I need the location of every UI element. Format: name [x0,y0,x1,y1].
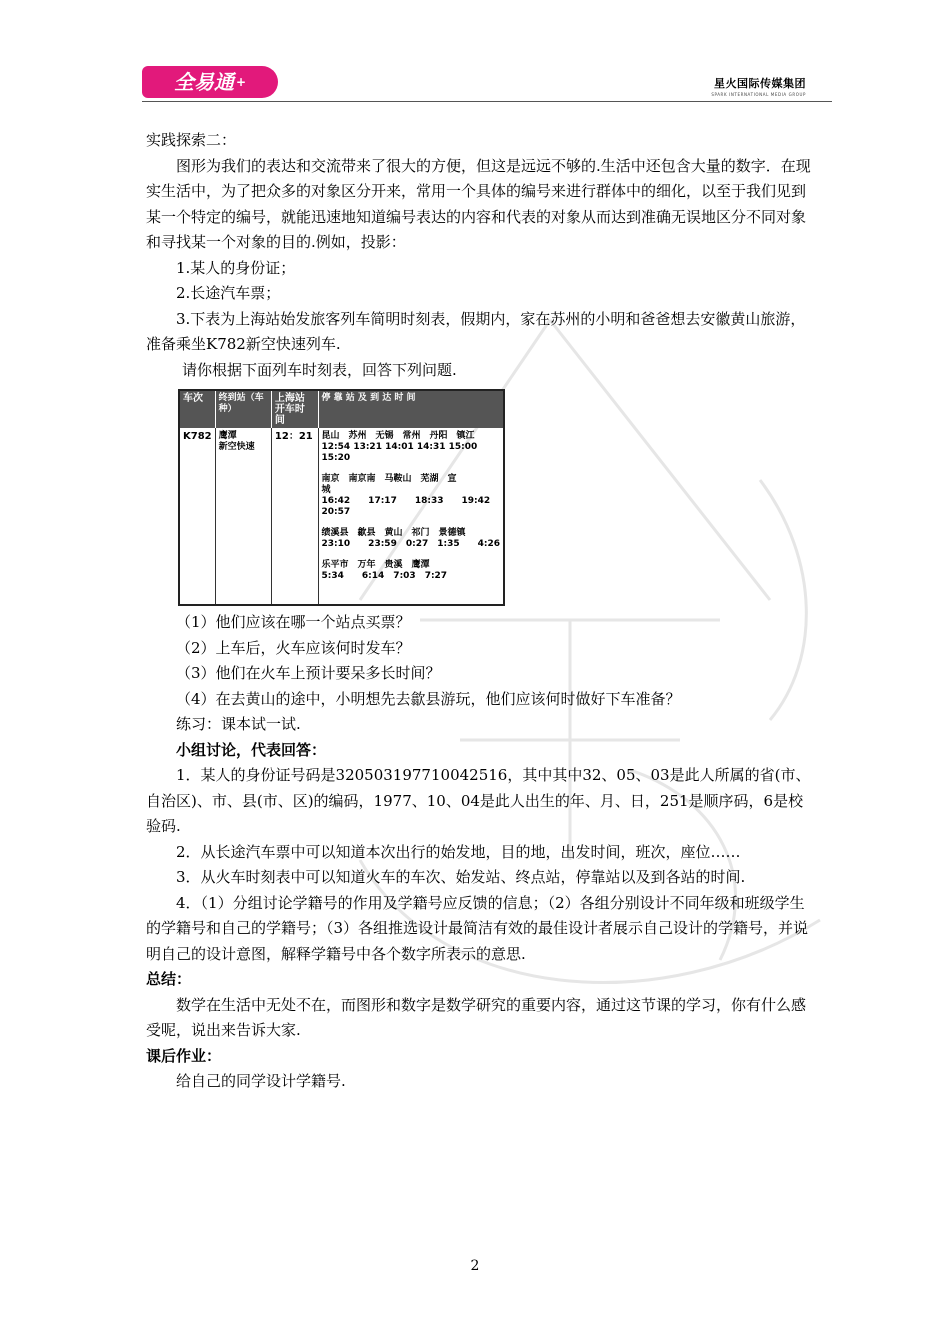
homework-text: 给自己的同学设计学籍号. [176,1072,346,1090]
stop-line: 绩溪县 歙县 黄山 祁门 景德镇 [321,528,466,538]
homework-title: 课后作业： [146,1046,222,1065]
logo-text: 全易通 [173,70,234,94]
stop-line: 5:34 6:14 7:03 7:27 [321,571,448,581]
stop-line: 南京 南京南 马鞍山 芜湖 宣 [321,474,457,484]
question-item: （4）在去黄山的途中，小明想先去歙县游玩，他们应该何时做好下车准备？ [176,689,681,708]
timetable-row [179,428,504,605]
stop-line: 乐平市 万年 贵溪 鹰潭 [321,560,430,570]
header-destination: 终到站（车种） [215,390,271,428]
document-body [146,128,814,1095]
stop-group [322,528,500,550]
timetable-header-row [179,390,504,428]
logo-star-icon: + [235,75,247,89]
destination: 鹰潭 [218,431,237,441]
page-header [142,66,832,104]
publisher-brand [711,75,806,97]
header-departure: 上海站开车时间 [271,390,318,428]
answer-item: 2．从长途汽车票中可以知道本次出行的始发地，目的地，出发时间，班次，座位…… [176,842,741,861]
question-item: （3）他们在火车上预计要呆多长时间？ [176,664,441,682]
discussion-title: 小组讨论，代表回答： [176,740,327,759]
answer-item: 4．（1）分组讨论学籍号的作用及学籍号应反馈的信息；（2）各组分别设计不同年级和班级学生的学籍号和自己的学籍号；（3）各组推选设计最简洁有效的最佳设计者展示自己设计的学籍号，并说明自己的设计意图，解释学籍号中各个数字所表示的意思. [146,893,809,963]
stop-line: 23:10 23:59 0:27 1:35 4:26 [321,539,500,549]
table-caption: 请你根据下面列车时刻表，回答下列问题. [182,360,457,379]
intro-paragraph: 图形为我们的表达和交流带来了很大的方便，但这是远远不够的.生活中还包含大量的数字．在现实生活中，为了把众多的对象区分开来，常用一个具体的编号来进行群体中的细化，以至于我们见到某一个特定的编号，就能迅速地知道编号表达的内容和代表的对象从而达到准确无误地区分不同对象和寻找某一个对象的目的.例如，投影： [146,156,811,251]
practice-line: 练习：课本试一试. [176,715,301,733]
summary-title: 总结： [146,970,192,988]
stops-cell [318,428,504,605]
train-type: 新空快速 [218,442,255,452]
question-item: （2）上车后，火车应该何时发车？ [176,638,411,657]
stop-group [322,560,500,582]
publisher-name: 星火国际传媒集团 [714,77,806,90]
summary-text: 数学在生活中无处不在，而图形和数字是数学研究的重要内容，通过这节课的学习，你有什么感受呢，说出来告诉大家. [146,995,807,1039]
example-item: 3.下表为上海站始发旅客列车简明时刻表，假期内，家在苏州的小明和爸爸想去安徽黄山旅游，准备乘坐K782新空快速列车. [146,309,806,353]
train-number: K782 [179,428,215,605]
question-item: （1）他们应该在哪一个站点买票？ [176,613,411,631]
page-number: 2 [470,1258,480,1274]
stop-line: 16:42 17:17 18:33 19:42 [321,496,491,506]
answer-item: 3．从火车时刻表中可以知道火车的车次、始发站、终点站，停靠站以及到各站的时间. [176,868,746,886]
destination-cell [215,428,271,605]
header-stops: 停 靠 站 及 到 达 时 间 [318,390,504,428]
publisher-name-en: SPARK INTERNATIONAL MEDIA GROUP [711,92,806,97]
stop-line: 15:20 [321,453,351,463]
example-item: 1.某人的身份证； [176,258,296,277]
stop-line: 昆山 苏州 无锡 常州 丹阳 镇江 [321,431,475,441]
header-train-no: 车次 [179,390,215,428]
example-item: 2.长途汽车票； [176,284,281,302]
departure-time: 12：21 [271,428,318,605]
train-timetable [178,389,505,606]
brand-logo [142,66,278,98]
section-title: 实践探索二： [146,131,237,149]
stop-line: 城 [321,485,331,495]
header-divider [142,101,832,102]
stop-group [322,474,500,518]
stop-line: 20:57 [321,507,351,517]
stop-line: 12:54 13:21 14:01 14:31 15:00 [321,442,478,452]
stop-group [322,431,500,464]
answer-item: 1．某人的身份证号码是320503197710042516，其中其中32、05、03是此人所属的省(市、自治区)、市、县(市、区)的编码，1977、10、04是此人出生的年、月、日，251是顺序码，6是校验码. [146,766,811,835]
